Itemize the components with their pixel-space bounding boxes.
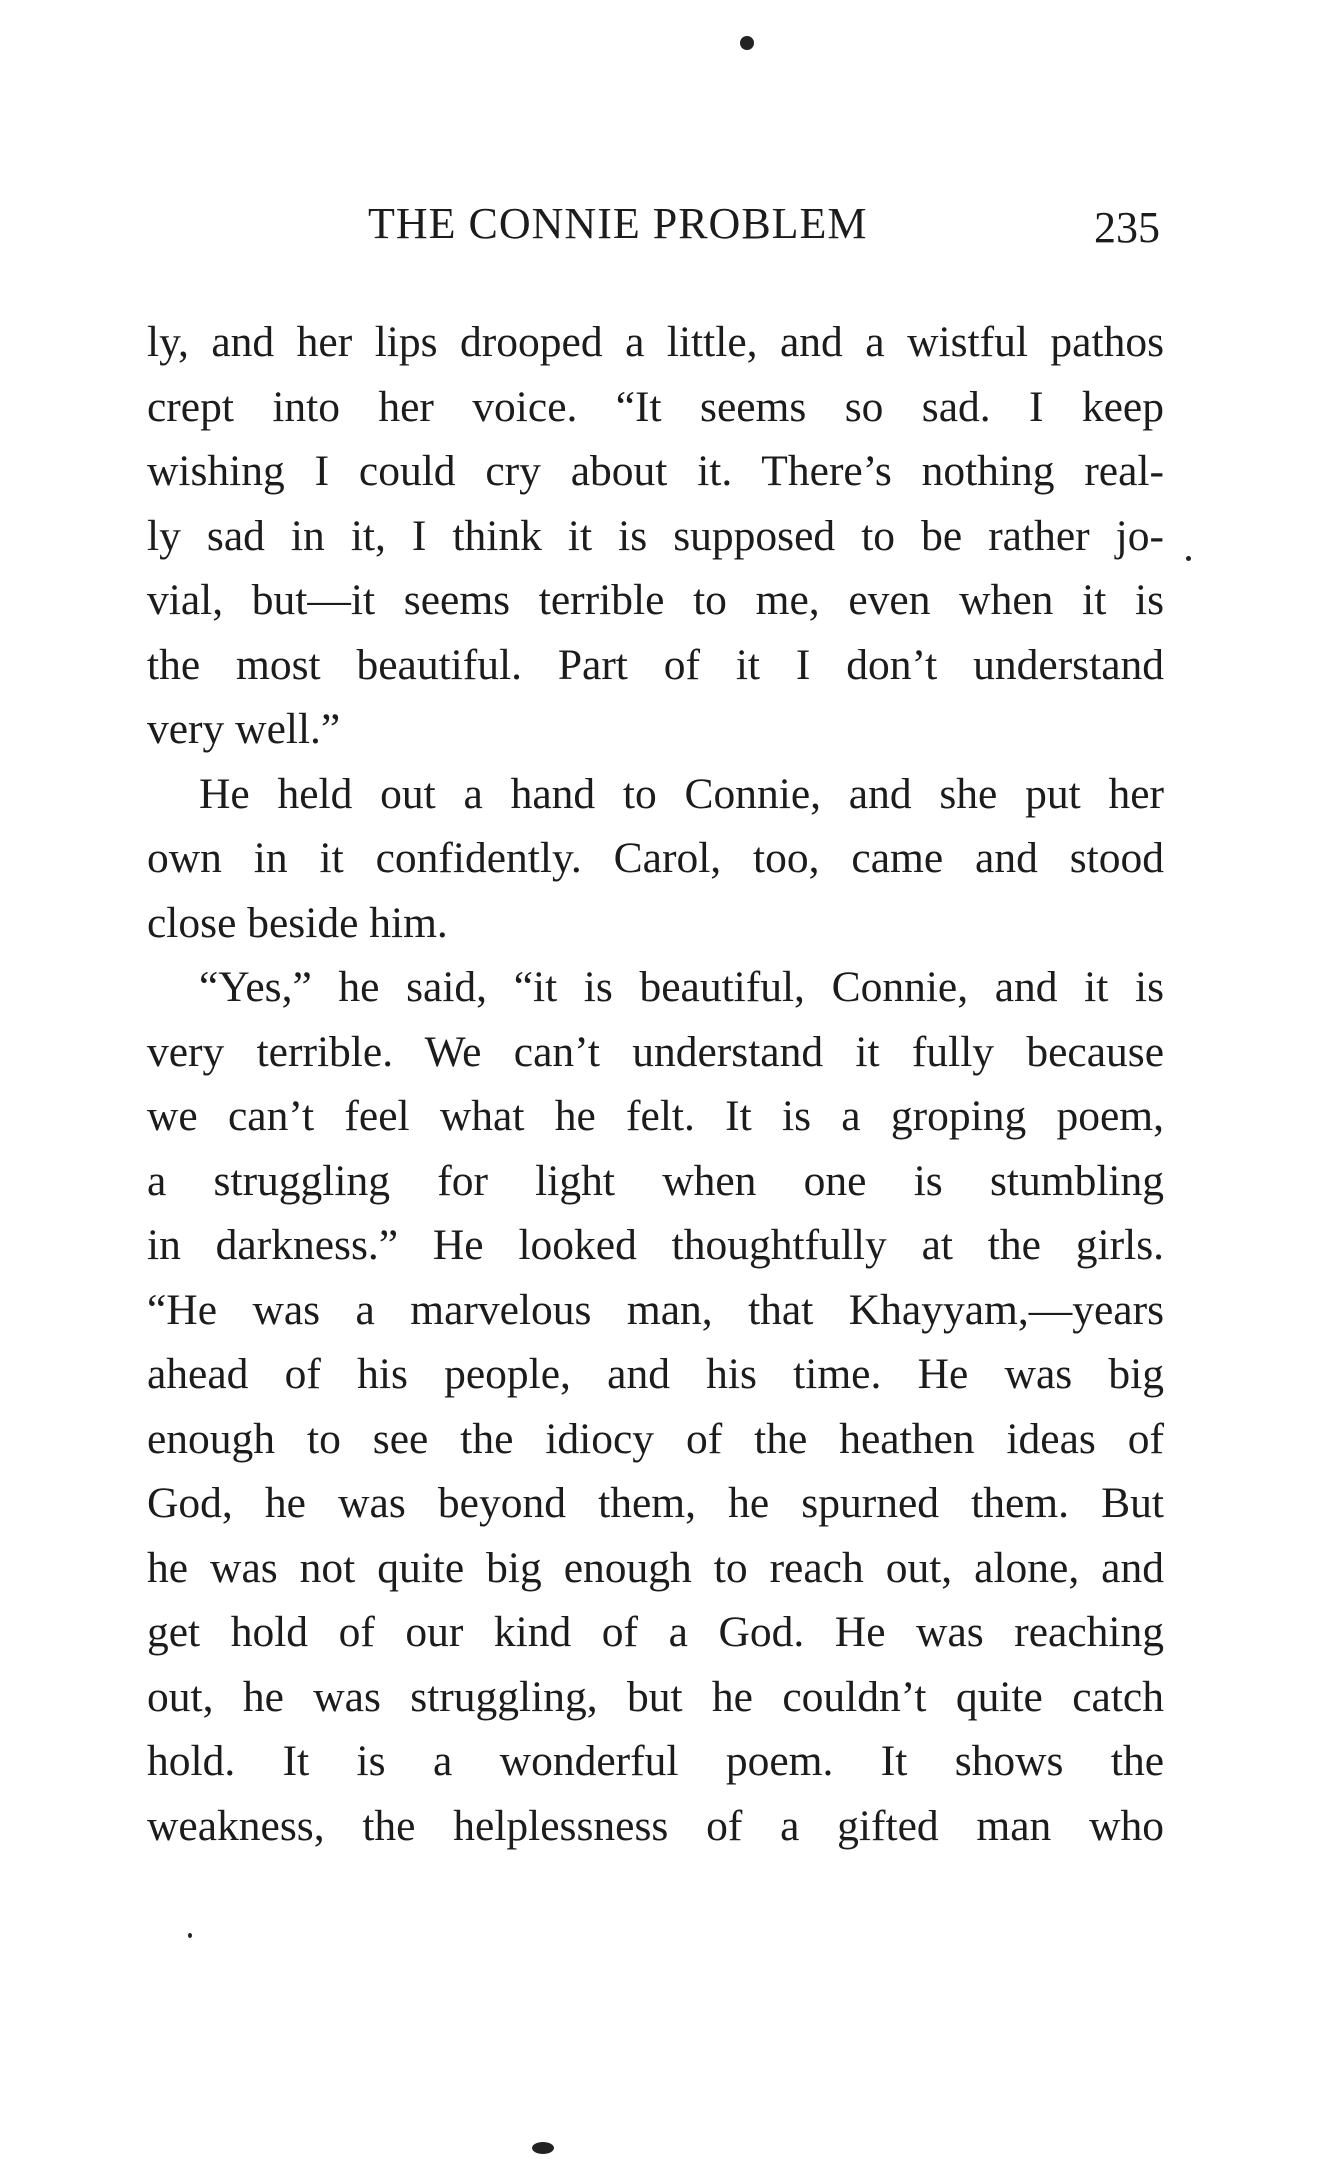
ink-speck <box>740 36 754 50</box>
ink-speck <box>532 2142 554 2154</box>
text-line: in darkness.” He looked thoughtfully at the girls. <box>147 1221 1164 1269</box>
ink-speck <box>188 1933 192 1938</box>
text-line: enough to see the idiocy of the heathen ideas of <box>147 1414 1164 1463</box>
text-line: ly, and her lips drooped a little, and a wistful pathos <box>147 318 1164 366</box>
running-title: THE CONNIE PROBLEM <box>368 199 868 248</box>
text-line: “He was a marvelous man, that Khayyam,—years <box>147 1285 1164 1334</box>
text-line: “Yes,” he said, “it is beautiful, Connie, and it is <box>199 963 1164 1011</box>
text-line: weakness, the helplessness of a gifted man who <box>147 1801 1164 1850</box>
ink-speck <box>1186 556 1191 561</box>
text-line: we can’t feel what he felt. It is a groping poem, <box>147 1092 1164 1140</box>
text-line: ahead of his people, and his time. He was big <box>147 1350 1164 1398</box>
text-line: own in it confidently. Carol, too, came and stood <box>147 834 1164 882</box>
body-text <box>147 310 1164 1858</box>
text-line: get hold of our kind of a God. He was reaching <box>147 1608 1164 1656</box>
text-line: very terrible. We can’t understand it fully because <box>147 1027 1164 1076</box>
text-line: close beside him. <box>147 898 448 947</box>
text-line: very well.” <box>147 705 341 753</box>
text-line: hold. It is a wonderful poem. It shows the <box>147 1737 1164 1785</box>
text-line: He held out a hand to Connie, and she put her <box>199 769 1164 818</box>
page-number: 235 <box>1094 203 1160 252</box>
text-line: God, he was beyond them, he spurned them. But <box>147 1479 1164 1527</box>
text-line: out, he was struggling, but he couldn’t quite catch <box>147 1672 1164 1721</box>
text-line: a struggling for light when one is stumbling <box>147 1156 1164 1205</box>
text-line: vial, but—it seems terrible to me, even when it is <box>147 576 1164 624</box>
text-line: ly sad in it, I think it is supposed to be rather jo- <box>147 511 1164 560</box>
text-line: crept into her voice. “It seems so sad. I keep <box>147 382 1164 431</box>
text-line: the most beautiful. Part of it I don’t understand <box>147 640 1164 689</box>
text-line: wishing I could cry about it. There’s nothing real- <box>147 447 1164 495</box>
text-line: he was not quite big enough to reach out, alone, and <box>147 1543 1164 1592</box>
running-head <box>150 198 1160 258</box>
